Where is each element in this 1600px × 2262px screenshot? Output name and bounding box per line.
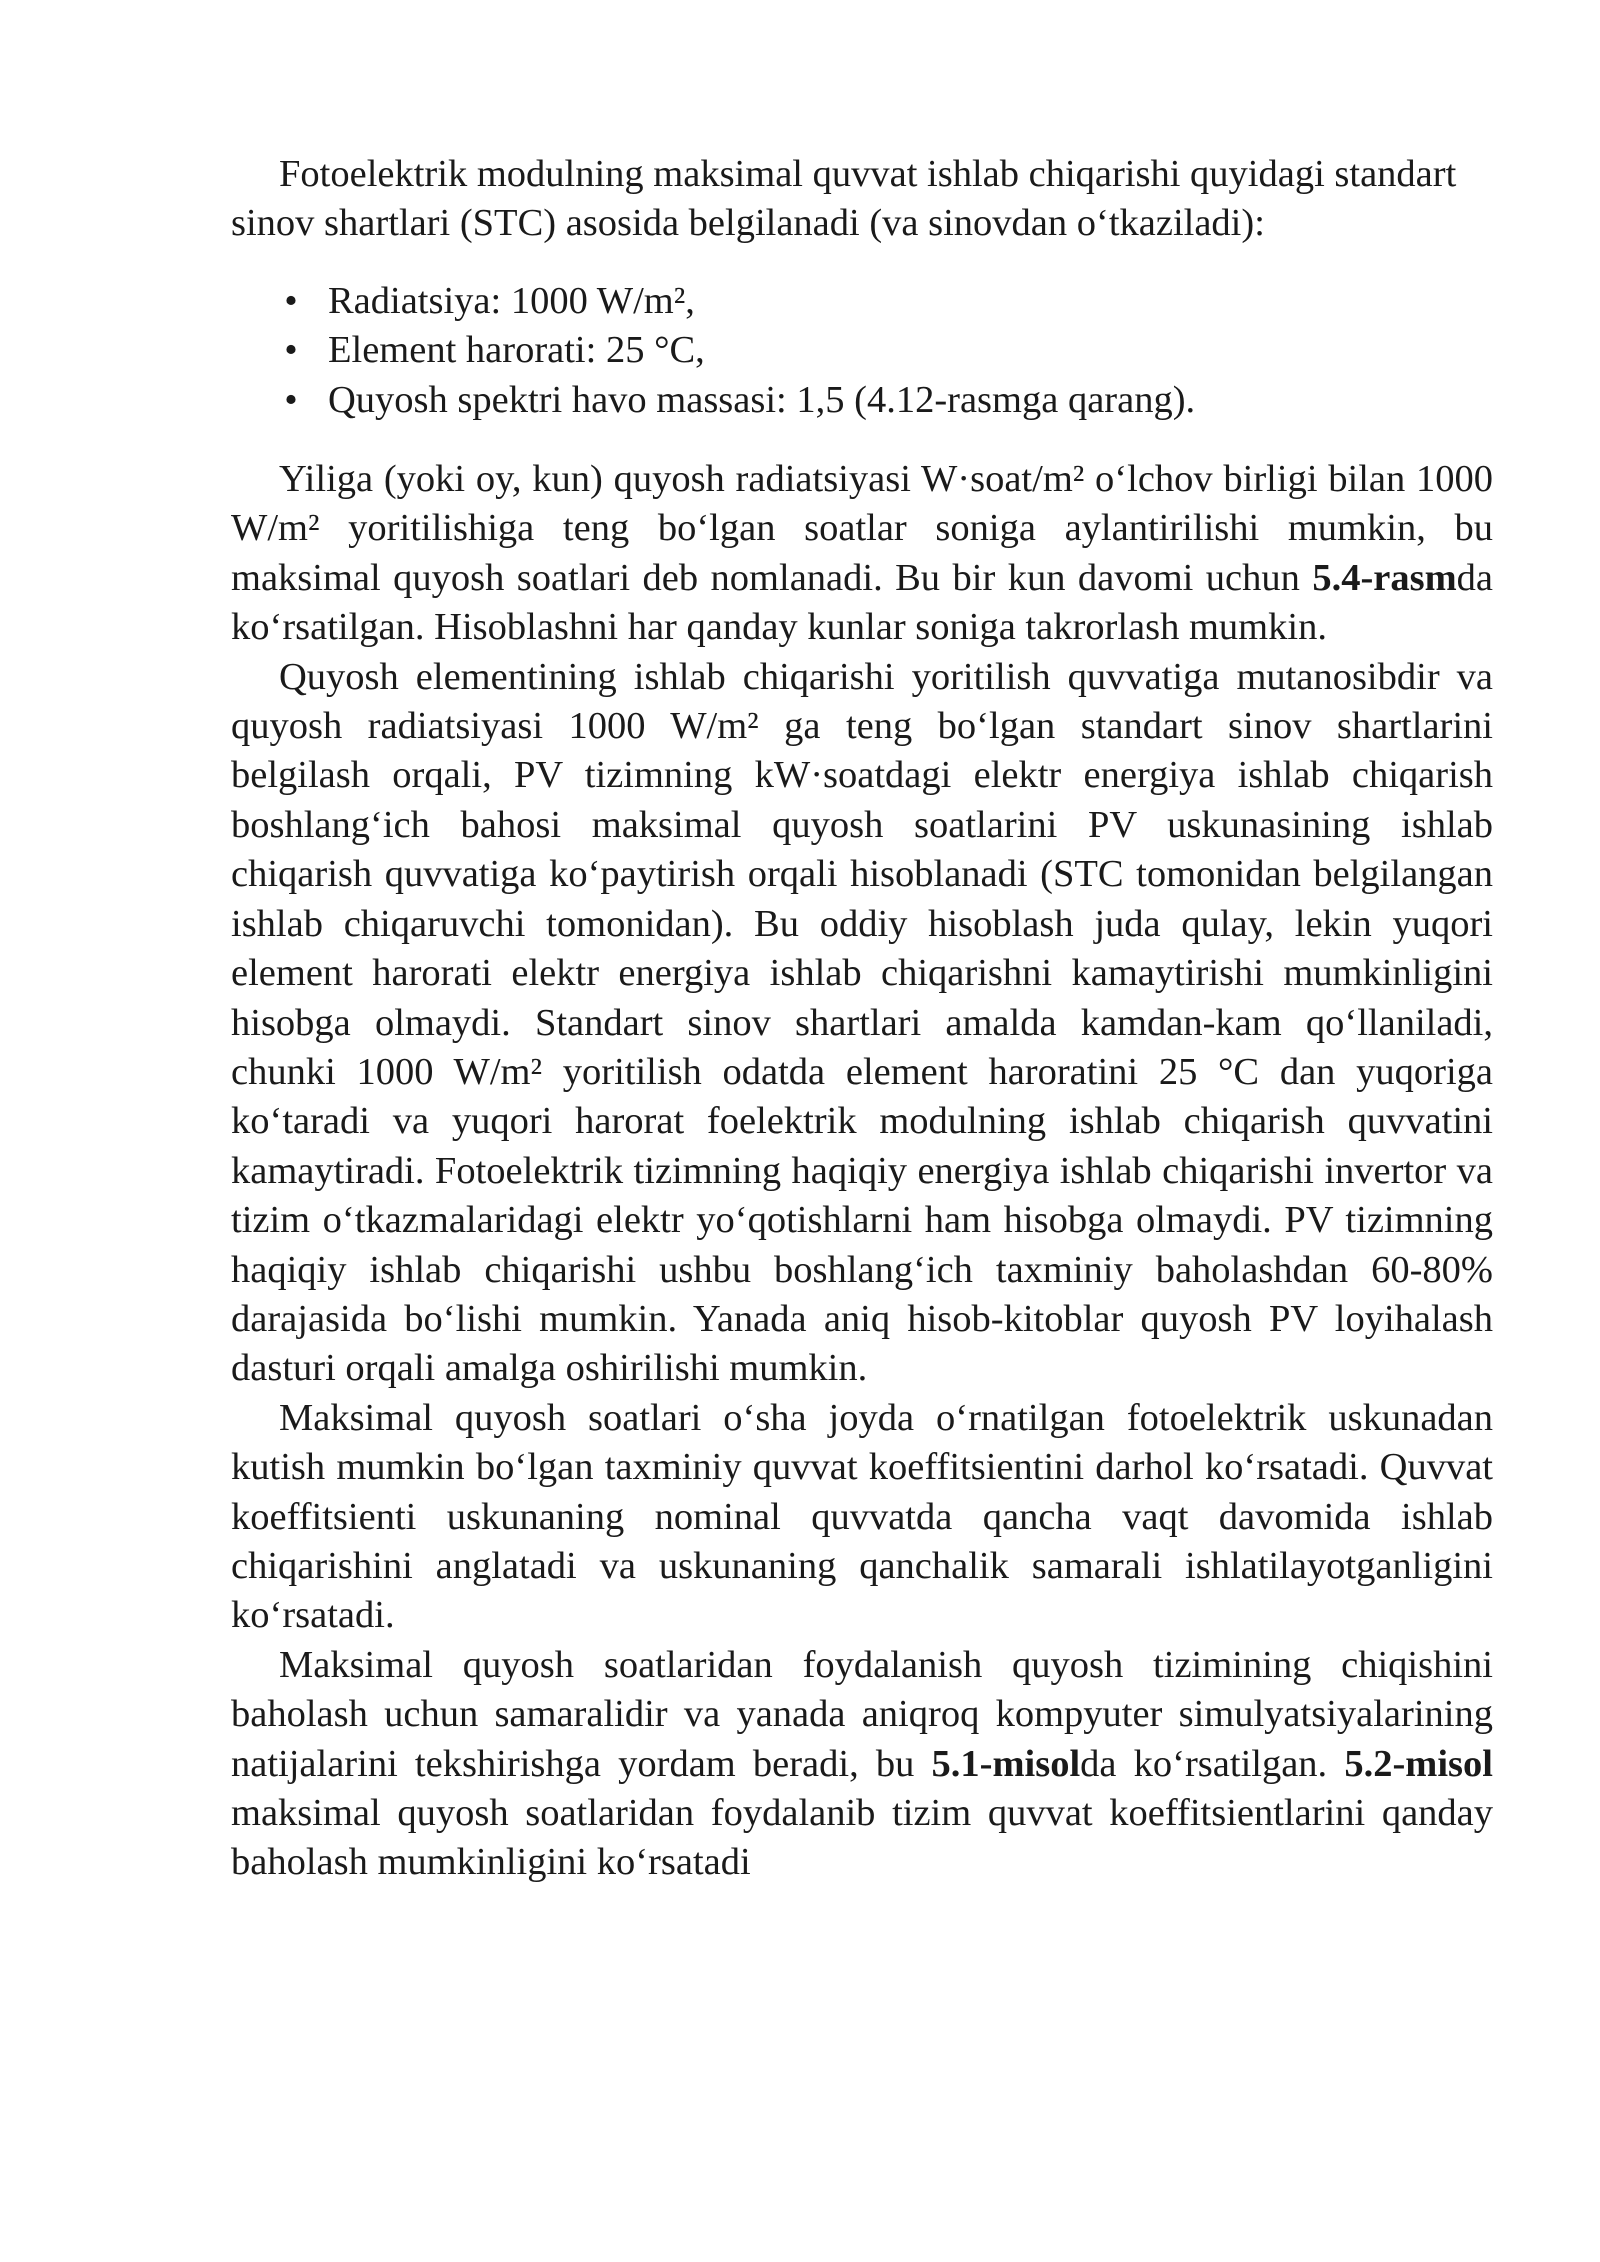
peak-sun-hours-paragraph [231,455,1493,653]
figure-reference: 5.4-rasm [1312,556,1457,599]
list-item [231,326,1493,375]
example-reference: 5.2-misol [1344,1742,1493,1785]
intro-paragraph: Fotoelektrik modulning maksimal quvvat ishlab chiqarishi quyidagi standart sinov shartlari (STC) asosida belgilanadi (va sinovdan o‘tkaziladi): [231,153,1457,245]
paragraph-text: maksimal quyosh soatlaridan foydalanib tizim quvvat koeffitsientlarini qanday baholash mumkinligini ko‘rsatadi [231,1792,1493,1884]
condition-radiation: Radiatsiya: 1000 W/m², [328,279,695,322]
example-reference: 5.1-misol [931,1742,1081,1785]
document-page [231,150,1493,1888]
bullet-icon: • [284,378,298,421]
bullet-icon: • [284,279,298,322]
paragraph-text: Maksimal quyosh soatlaridan foydalanish quyosh tizimining chiqishini baholash uchun samaralidir va yanada aniqroq kompyuter simulyatsiyalarining natijalarini tekshirishga yordam beradi, bu [231,1643,1493,1785]
condition-air-mass: Quyosh spektri havo massasi: 1,5 (4.12-rasmga qarang). [328,378,1196,421]
paragraph-text: da ko‘rsatilgan. [1080,1742,1345,1785]
paragraph-text: Yiliga (yoki oy, kun) quyosh radiatsiyasi W·soat/m² o‘lchov birligi bilan 1000 W/m² yoritilishiga teng bo‘lgan soatlar soniga aylantirilishi mumkin, bu maksimal quyosh soatlari deb nomlanadi. Bu bir kun davomi uchun [231,458,1493,599]
examples-paragraph [231,1641,1493,1888]
bullet-icon: • [284,329,298,372]
paragraph-text: da ko‘rsatilgan. Hisoblashni har qanday kunlar soniga takrorlash mumkin. [231,556,1493,649]
capacity-factor-paragraph: Maksimal quyosh soatlari o‘sha joyda o‘rnatilgan fotoelektrik uskunadan kutish mumkin bo‘lgan taxminiy quvvat koeffitsientini darhol ko‘rsatadi. Quvvat koeffitsienti uskunaning nominal quvvatda qancha vaqt davomida ishlab chiqarishini anglatadi va uskunaning qanchalik samarali ishlatilayotganligini ko‘rsatadi. [231,1396,1493,1637]
list-item [231,376,1493,425]
stc-conditions-list [231,277,1493,425]
output-estimate-paragraph: Quyosh elementining ishlab chiqarishi yoritilish quvvatiga mutanosibdir va quyosh radiatsiyasi 1000 W/m² ga teng bo‘lgan standart sinov shartlarini belgilash orqali, PV tizimning kW·soatdagi elektr energiya ishlab chiqarish boshlang‘ich bahosi maksimal quyosh soatlarini PV uskunasining ishlab chiqarish quvvatiga ko‘paytirish orqali hisoblanadi (STC tomonidan belgilangan ishlab chiqaruvchi tomonidan). Bu oddiy hisoblash juda qulay, lekin yuqori element harorati elektr energiya ishlab chiqarishni kamaytirishi mumkinligini hisobga olmaydi. Standart sinov shartlari amalda kamdan-kam qo‘llaniladi, chunki 1000 W/m² yoritilish odatda element haroratini 25 °C dan yuqoriga ko‘taradi va yuqori harorat foelektrik modulning ishlab chiqarish quvvatini kamaytiradi. Fotoelektrik tizimning haqiqiy energiya ishlab chiqarishi invertor va tizim o‘tkazmalaridagi elektr yo‘qotishlarni ham hisobga olmaydi. PV tizimning haqiqiy ishlab chiqarishi ushbu boshlang‘ich taxminiy baholashdan 60-80% darajasida bo‘lishi mumkin. Yanada aniq hisob-kitoblar quyosh PV loyihalash dasturi orqali amalga oshirilishi mumkin. [231,655,1493,1390]
condition-temperature: Element harorati: 25 °C, [328,329,705,372]
list-item [231,277,1493,326]
